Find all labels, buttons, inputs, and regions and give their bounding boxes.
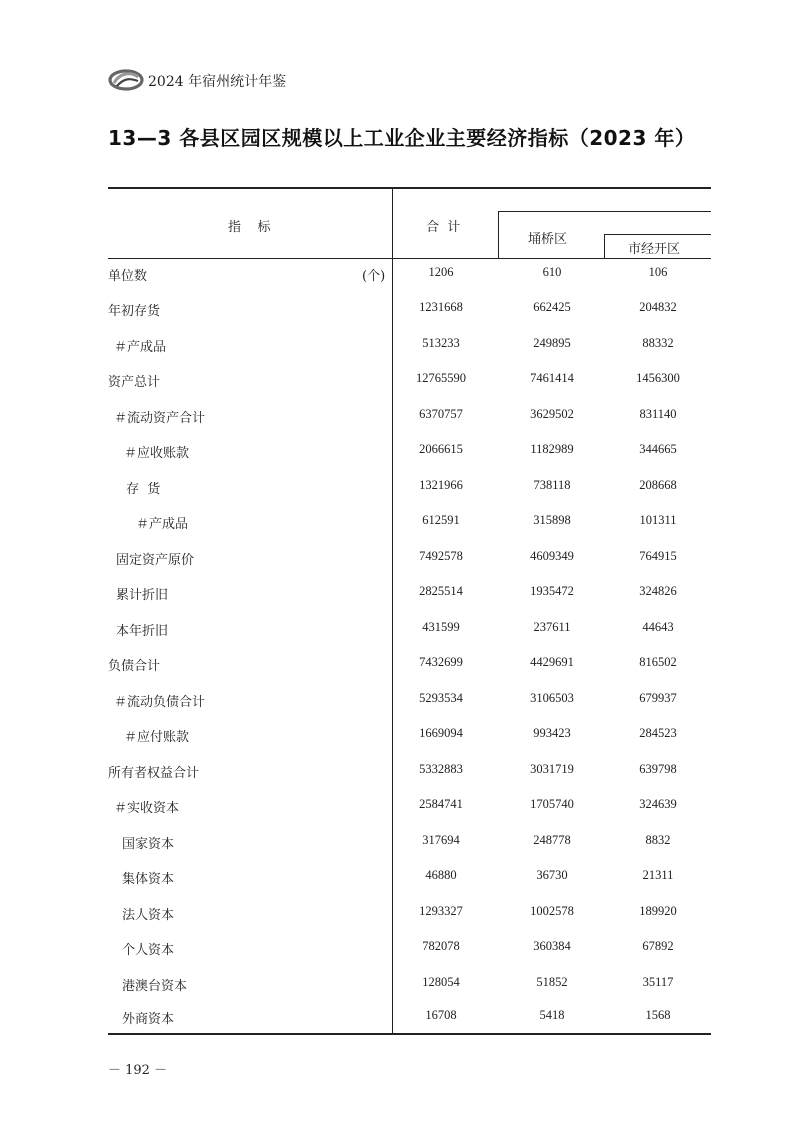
table-row	[0, 584, 805, 606]
district-group-rule	[498, 211, 711, 212]
page-number: － 192 －	[108, 1063, 168, 1078]
table-row	[0, 442, 805, 464]
table-row	[0, 797, 805, 819]
table-row	[0, 975, 805, 997]
row-label: 单位数	[108, 269, 148, 284]
table-row	[0, 407, 805, 429]
table-row	[0, 691, 805, 713]
table-row	[0, 513, 805, 535]
total-value: 128054	[422, 975, 460, 989]
table-row	[0, 726, 805, 748]
total-value: 1231668	[419, 300, 463, 314]
shijing-value: 816502	[639, 655, 677, 669]
total-value: 612591	[422, 513, 460, 527]
shijing-value: 1568	[645, 1008, 671, 1022]
shijing-value: 324826	[639, 584, 677, 598]
table-row	[0, 904, 805, 926]
yongqiao-value: 7461414	[530, 371, 574, 385]
row-label: 所有者权益合计	[108, 766, 200, 781]
shijing-value: 44643	[642, 620, 674, 634]
total-value: 317694	[422, 833, 460, 847]
table-row	[0, 265, 805, 287]
yongqiao-value: 5418	[539, 1008, 565, 1022]
total-value: 46880	[425, 868, 457, 882]
shijing-value: 8832	[645, 833, 671, 847]
total-value: 16708	[425, 1008, 457, 1022]
yongqiao-value: 1705740	[530, 797, 574, 811]
table-row	[0, 833, 805, 855]
yongqiao-value: 237611	[533, 620, 571, 634]
row-label: ＃应收账款	[124, 446, 190, 461]
shijing-value: 189920	[639, 904, 677, 918]
yongqiao-value: 738118	[533, 478, 571, 492]
total-value: 7492578	[419, 549, 463, 563]
subcolumn-divider	[604, 234, 605, 258]
total-value: 5293534	[419, 691, 463, 705]
table-row	[0, 868, 805, 890]
row-label: ＃实收资本	[114, 801, 180, 816]
shijing-value: 106	[648, 265, 668, 279]
yongqiao-value: 3629502	[530, 407, 574, 421]
yearbook-logo-icon	[108, 68, 144, 92]
yongqiao-value: 993423	[533, 726, 571, 740]
table-row	[0, 762, 805, 784]
table-row	[0, 939, 805, 961]
shijing-value: 21311	[642, 868, 674, 882]
total-value: 5332883	[419, 762, 463, 776]
total-value: 2584741	[419, 797, 463, 811]
total-column-header: 合 计	[426, 220, 461, 235]
table-top-rule	[108, 187, 711, 189]
total-value: 7432699	[419, 655, 463, 669]
total-value: 1293327	[419, 904, 463, 918]
row-unit: (个)	[362, 269, 386, 284]
table-row	[0, 336, 805, 358]
yongqiao-value: 1935472	[530, 584, 574, 598]
row-label: 港澳台资本	[122, 979, 188, 994]
table-row	[0, 371, 805, 393]
total-value: 431599	[422, 620, 460, 634]
row-label: 个人资本	[122, 943, 175, 958]
row-label: ＃流动负债合计	[114, 695, 206, 710]
row-label: 国家资本	[122, 837, 175, 852]
shijing-value: 88332	[642, 336, 674, 350]
shijing-value: 679937	[639, 691, 677, 705]
row-label: 负债合计	[108, 659, 161, 674]
row-label: 本年折旧	[116, 624, 169, 639]
yongqiao-value: 4609349	[530, 549, 574, 563]
row-label: ＃应付账款	[124, 730, 190, 745]
yongqiao-value: 3106503	[530, 691, 574, 705]
table-bottom-rule	[108, 1033, 711, 1035]
shijing-value: 1456300	[636, 371, 680, 385]
table-row	[0, 655, 805, 677]
yongqiao-value: 1182989	[530, 442, 574, 456]
shijing-value: 67892	[642, 939, 674, 953]
yongqiao-column-header: 埇桥区	[528, 232, 568, 247]
table-title: 13—3 各县区园区规模以上工业企业主要经济指标（2023 年）	[108, 126, 696, 150]
yongqiao-value: 51852	[536, 975, 568, 989]
book-title: 2024 年宿州统计年鉴	[148, 74, 287, 90]
shijing-value: 204832	[639, 300, 677, 314]
yongqiao-value: 360384	[533, 939, 571, 953]
district-group-divider	[498, 211, 499, 258]
shijing-value: 831140	[639, 407, 677, 421]
total-value: 1321966	[419, 478, 463, 492]
row-label: ＃产成品	[114, 340, 167, 355]
header-bottom-rule	[108, 258, 711, 259]
row-label: ＃产成品	[136, 517, 189, 532]
total-value: 513233	[422, 336, 460, 350]
shijing-value: 101311	[639, 513, 677, 527]
row-label: 集体资本	[122, 872, 175, 887]
shijing-value: 35117	[642, 975, 674, 989]
yongqiao-value: 36730	[536, 868, 568, 882]
yongqiao-value: 662425	[533, 300, 571, 314]
row-label: ＃流动资产合计	[114, 411, 206, 426]
shijing-value: 344665	[639, 442, 677, 456]
row-label: 资产总计	[108, 375, 161, 390]
total-value: 6370757	[419, 407, 463, 421]
table-row	[0, 478, 805, 500]
yongqiao-value: 315898	[533, 513, 571, 527]
row-label: 法人资本	[122, 908, 175, 923]
row-label: 年初存货	[108, 304, 161, 319]
table-row	[0, 620, 805, 642]
shijing-value: 764915	[639, 549, 677, 563]
shijing-value: 284523	[639, 726, 677, 740]
table-row	[0, 300, 805, 322]
indicator-column-header: 指 标	[228, 220, 271, 235]
shijing-column-header: 市经开区	[628, 242, 681, 257]
yongqiao-value: 1002578	[530, 904, 574, 918]
shijing-value: 208668	[639, 478, 677, 492]
total-value: 782078	[422, 939, 460, 953]
subcolumn-rule	[604, 234, 711, 235]
row-label: 固定资产原价	[116, 553, 195, 568]
table-row	[0, 549, 805, 571]
yongqiao-value: 248778	[533, 833, 571, 847]
row-label: 外商资本	[122, 1012, 175, 1027]
table-row	[0, 1008, 805, 1030]
yongqiao-value: 3031719	[530, 762, 574, 776]
shijing-value: 324639	[639, 797, 677, 811]
yongqiao-value: 249895	[533, 336, 571, 350]
row-label: 存 货	[126, 482, 161, 497]
yongqiao-value: 4429691	[530, 655, 574, 669]
total-value: 1206	[428, 265, 454, 279]
total-value: 2825514	[419, 584, 463, 598]
yongqiao-value: 610	[542, 265, 562, 279]
total-value: 12765590	[416, 371, 466, 385]
shijing-value: 639798	[639, 762, 677, 776]
row-label: 累计折旧	[116, 588, 169, 603]
total-value: 2066615	[419, 442, 463, 456]
total-value: 1669094	[419, 726, 463, 740]
